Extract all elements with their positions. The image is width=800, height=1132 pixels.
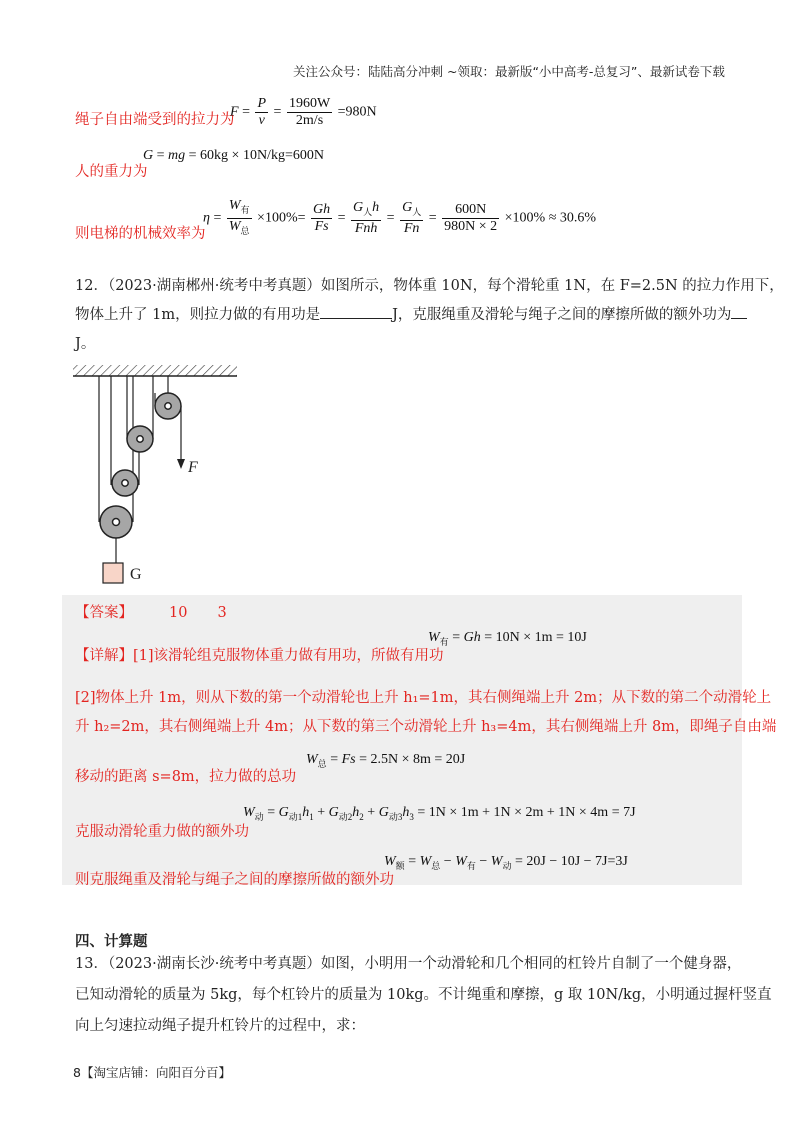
weight-formula: G = mg = 60kg × 10N/kg=600N <box>143 148 324 163</box>
force-label: F <box>188 459 198 476</box>
pulley-second <box>127 426 153 452</box>
pull-force-formula: F = $\frac{P}{v}$ = $\frac{1960W}{2m/s}$ =980N <box>230 96 377 128</box>
weight-label: G <box>130 566 142 583</box>
detail-4: 移动的距离 s=8m，拉力做的总功 <box>75 769 297 785</box>
answer-blank-1[interactable] <box>320 304 392 319</box>
pulley-top <box>155 393 181 419</box>
page-footer: 8【淘宝店铺：向阳百分百】 <box>73 1065 231 1080</box>
q12-line3: J。 <box>75 336 96 352</box>
weight-label: 人的重力为 <box>75 164 148 180</box>
friction-work-formula: $W_额 = W_总 - W_有 - W_动 = 20J - 10J - 7J=3J$ <box>384 854 628 871</box>
detail-6: 则克服绳重及滑轮与绳子之间的摩擦所做的额外功 <box>75 872 394 888</box>
detail-1: 【详解】[1]该滑轮组克服物体重力做有用功，所做有用功 <box>75 648 444 664</box>
detail-3: 升 h₂=2m，其右侧绳端上升 4m；从下数的第三个动滑轮上升 h₃=4m，其右侧绳端上升 8m，即绳子自由端 <box>75 719 777 735</box>
weight-block <box>103 563 123 583</box>
answer-blank-2[interactable] <box>731 304 747 319</box>
total-work-formula: $W_总 = Fs = 2.5N \times 8m = 20J$ <box>306 752 466 769</box>
q13-line1: 13．（2023·湖南长沙·统考中考真题）如图，小明用一个动滑轮和几个相同的杠铃片自制了一个健身器， <box>75 956 742 972</box>
answer-box <box>62 595 742 885</box>
section-title: 四、计算题 <box>75 934 148 950</box>
ceiling-hatch <box>73 365 237 376</box>
detail-2: [2]物体上升 1m，则从下数的第一个动滑轮也上升 h₁=1m，其右侧绳端上升 2m；从下数的第二个动滑轮上 <box>75 690 772 706</box>
page-header: 关注公众号：陆陆高分冲刺 ~领取：最新版“小中高考-总复习”、最新试卷下载 <box>293 64 725 79</box>
q13-line2: 已知动滑轮的质量为 5kg，每个杠铃片的质量为 10kg。不计绳重和摩擦，g 取 10N/kg，小明通过握杆竖直 <box>75 987 772 1003</box>
pulley-diagram <box>70 355 240 590</box>
answer-line: 【答案】 10 3 <box>75 605 227 621</box>
force-arrow-head <box>177 459 185 469</box>
useful-work-formula: $W_有 = Gh = 10N \times 1m = 10J$ <box>428 630 587 647</box>
pulley-work-formula: $W_动 = G_{动1}h_1 + G_{动2}h_2 + G_{动3}h_3 = 1N \times 1m + 1N \times 2m + 1N \times 4m = 7J$ <box>243 805 636 822</box>
q12-line1: 12．（2023·湖南郴州·统考中考真题）如图所示，物体重 10N，每个滑轮重 1N，在 F=2.5N 的拉力作用下， <box>75 278 784 294</box>
pulley-third <box>112 470 138 496</box>
detail-5: 克服动滑轮重力做的额外功 <box>75 824 249 840</box>
efficiency-formula: η = $\frac{W_有}{W_总}$ ×100%= $\frac{Gh}{Fs}$ = $\frac{G_人h}{\text{Fnh}}$ = $\frac{G_人}{Fn}$ = $\frac{600N}{980N \times 2}$ ×100% ≈ 30.6% <box>203 198 597 236</box>
efficiency-label: 则电梯的机械效率为 <box>75 226 206 242</box>
pull-force-label: 绳子自由端受到的拉力为 <box>75 112 235 128</box>
q12-line2: 物体上升了 1m，则拉力做的有用功是 J，克服绳重及滑轮与绳子之间的摩擦所做的额外功为 <box>75 303 747 324</box>
q13-line3: 向上匀速拉动绳子提升杠铃片的过程中，求： <box>75 1018 365 1034</box>
pulley-bottom <box>100 506 132 538</box>
